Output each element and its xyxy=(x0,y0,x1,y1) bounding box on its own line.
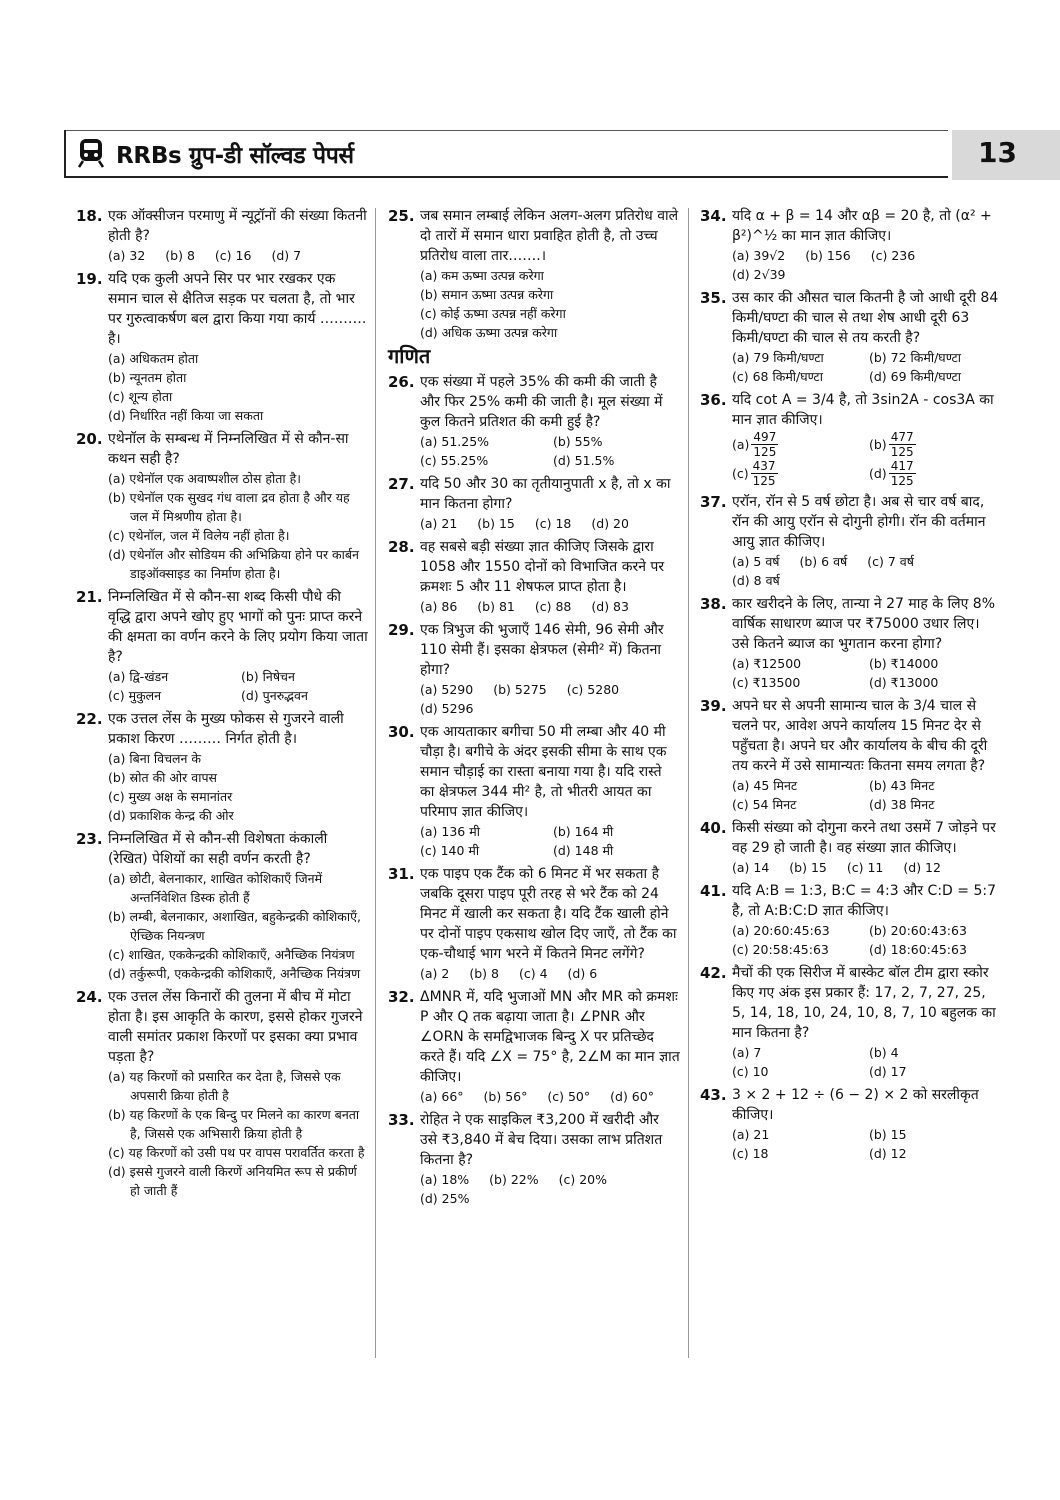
answer-option: (b) 72 किमी/घण्टा xyxy=(869,350,962,365)
question-number: 35. xyxy=(700,289,727,307)
answer-option: (c) 68 किमी/घण्टा xyxy=(732,369,823,384)
answer-option: (c) 88 xyxy=(534,599,572,614)
answer-option: (c) 16 xyxy=(214,248,252,263)
answer-option: (c) शाखित, एककेन्द्रकी कोशिकाएँ, अनैच्छिक नियंत्रण xyxy=(108,947,355,962)
question-text: एक संख्या में पहले 35% की कमी की जाती है और फिर 25% कमी की जाती है। मूल संख्या में कुल कितने प्रतिशत की कमी हुई है? xyxy=(420,374,663,430)
page-header xyxy=(64,130,1060,180)
answer-option: (d) 83 xyxy=(591,599,629,614)
options-list xyxy=(420,1087,680,1106)
question-number: 26. xyxy=(388,373,415,391)
fraction-denominator: 125 xyxy=(890,445,914,459)
answer-option: (c) 5280 xyxy=(566,682,620,697)
question-number: 33. xyxy=(388,1111,415,1129)
answer-option: (a) 136 मी xyxy=(420,824,480,839)
answer-option: (c) मुकुलन xyxy=(108,688,162,703)
answer-option: (d) 12 xyxy=(903,860,941,875)
fraction-denominator: 125 xyxy=(753,445,777,459)
options-list xyxy=(732,921,1000,959)
options-list xyxy=(108,1067,368,1200)
answer-option: (b) 164 मी xyxy=(553,824,614,839)
answer-option: (b) 8 xyxy=(165,248,195,263)
answer-option: (a) 86 xyxy=(420,599,458,614)
question-text: रोहित ने एक साइकिल ₹3,200 में खरीदी और उसे ₹3,840 में बेच दिया। उसका लाभ प्रतिशत कितना है? xyxy=(420,1112,663,1168)
question-number: 25. xyxy=(388,207,415,225)
options-list xyxy=(420,266,680,342)
answer-option: (a) ₹12500 xyxy=(732,656,802,671)
answer-option: (d) 5296 xyxy=(420,701,474,716)
question-text: वह सबसे बड़ी संख्या ज्ञात कीजिए जिसके द्वारा 1058 और 1550 दोनों को विभाजित करने पर क्रमशः 5 और 11 शेषफल प्राप्त होता है। xyxy=(420,539,665,595)
answer-option: (b) 81 xyxy=(477,599,515,614)
question-number: 21. xyxy=(76,588,103,606)
answer-option xyxy=(869,459,1000,488)
question-text: यदि एक कुली अपने सिर पर भार रखकर एक समान चाल से क्षैतिज सड़क पर चलता है, तो भार पर गुरुत्वाकर्षण बल द्वारा किया गया कार्य ………. है। xyxy=(108,271,367,347)
options-list xyxy=(732,430,1000,488)
fraction-numerator: 417 xyxy=(890,459,914,473)
question-number: 19. xyxy=(76,270,103,288)
question-number: 38. xyxy=(700,595,727,613)
answer-option: (d) इससे गुजरने वाली किरणें अनियमित रूप से प्रकीर्ण हो जाती हैं xyxy=(108,1164,357,1198)
answer-option: (b) 156 xyxy=(805,248,851,263)
question-number: 36. xyxy=(700,391,727,409)
answer-option: (c) एथेनॉल, जल में विलेय नहीं होता है। xyxy=(108,528,290,543)
question-item xyxy=(700,963,1000,1081)
answer-option: (d) 2√39 xyxy=(732,267,786,282)
answer-option: (a) 5290 xyxy=(420,682,474,697)
fraction xyxy=(751,430,778,459)
question-number: 23. xyxy=(76,830,103,848)
question-number: 22. xyxy=(76,710,103,728)
answer-option: (b) 22% xyxy=(489,1172,539,1187)
answer-option xyxy=(732,430,863,459)
answer-option: (b) 15 xyxy=(789,860,827,875)
question-number: 42. xyxy=(700,964,727,982)
column-2 xyxy=(388,206,680,1212)
options-list xyxy=(732,552,1000,590)
question-item xyxy=(700,881,1000,959)
answer-option: (a) छोटी, बेलनाकार, शाखित कोशिकाएँ जिनमें अन्तर्निवेशित डिस्क होती हैं xyxy=(108,871,323,905)
options-list xyxy=(420,432,680,470)
answer-option: (b) 55% xyxy=(553,434,603,449)
options-list xyxy=(420,822,680,860)
question-number: 40. xyxy=(700,819,727,837)
answer-option: (c) मुख्य अक्ष के समानांतर xyxy=(108,789,233,804)
fraction xyxy=(889,430,916,459)
answer-option: (c) 20:58:45:63 xyxy=(732,942,829,957)
options-list xyxy=(108,749,368,825)
options-list xyxy=(108,349,368,425)
question-text: यदि A:B = 1:3, B:C = 4:3 और C:D = 5:7 है, तो A:B:C:D ज्ञात कीजिए। xyxy=(732,883,996,919)
answer-option: (d) पुनरुद्भवन xyxy=(241,688,308,703)
options-list xyxy=(732,1125,1000,1163)
answer-option: (c) 140 मी xyxy=(420,843,480,858)
fraction-denominator: 125 xyxy=(890,474,914,488)
answer-option: (a) 5 वर्ष xyxy=(732,554,780,569)
answer-option: (b) 6 वर्ष xyxy=(799,554,848,569)
answer-option xyxy=(869,430,1000,459)
answer-option: (d) 6 xyxy=(567,966,598,981)
answer-option: (d) 51.5% xyxy=(553,453,615,468)
options-list xyxy=(732,654,1000,692)
question-item xyxy=(700,492,1000,590)
question-number: 37. xyxy=(700,493,727,511)
answer-option: (b) न्यूनतम होता xyxy=(108,370,187,385)
question-number: 27. xyxy=(388,475,415,493)
answer-option: (b) 5275 xyxy=(493,682,547,697)
question-text: एक आयताकार बगीचा 50 मी लम्बा और 40 मी चौड़ा है। बगीचे के अंदर इसकी सीमा के साथ एक समान चौड़ाई का रास्ता बनाया गया है। यदि रास्ते का क्षेत्रफल 344 मी² है, तो भीतरी आयत का परिमाप ज्ञात कीजिए। xyxy=(420,724,667,820)
options-list xyxy=(420,680,680,718)
answer-option: (d) 8 वर्ष xyxy=(732,573,780,588)
answer-option: (b) लम्बी, बेलनाकार, अशाखित, बहुकेन्द्रकी कोशिकाएँ, ऐच्छिक नियन्त्रण xyxy=(108,909,362,943)
question-number: 24. xyxy=(76,988,103,1006)
answer-option: (d) निर्धारित नहीं किया जा सकता xyxy=(108,408,264,423)
question-text: यदि cot A = 3/4 है, तो 3sin2A - cos3A का मान ज्ञात कीजिए। xyxy=(732,392,994,428)
answer-option: (c) 18 xyxy=(534,516,572,531)
column-divider-2 xyxy=(688,208,689,1358)
answer-option: (a) 66° xyxy=(420,1089,464,1104)
question-item xyxy=(700,390,1000,488)
option-label: (b) xyxy=(869,437,887,452)
answer-option: (c) 236 xyxy=(870,248,916,263)
answer-option: (a) 79 किमी/घण्टा xyxy=(732,350,824,365)
question-item xyxy=(76,206,368,265)
answer-option xyxy=(732,459,863,488)
question-number: 43. xyxy=(700,1086,727,1104)
answer-option: (b) एथेनॉल एक सुखद गंध वाला द्रव होता है और यह जल में मिश्रणीय होता है। xyxy=(108,490,350,524)
answer-option: (c) 4 xyxy=(518,966,548,981)
question-text: एक ऑक्सीजन परमाणु में न्यूट्रॉनों की संख्या कितनी होती है? xyxy=(108,208,367,244)
answer-option: (a) 14 xyxy=(732,860,770,875)
question-number: 28. xyxy=(388,538,415,556)
answer-option: (a) 18% xyxy=(420,1172,470,1187)
options-list xyxy=(420,964,680,983)
answer-option: (a) 21 xyxy=(420,516,458,531)
question-item xyxy=(700,594,1000,692)
answer-option: (c) शून्य होता xyxy=(108,389,173,404)
answer-option: (c) 50° xyxy=(547,1089,591,1104)
question-text: 3 × 2 + 12 ÷ (6 − 2) × 2 को सरलीकृत कीजिए। xyxy=(732,1087,979,1123)
question-text: अपने घर से अपनी सामान्य चाल के 3/4 चाल से चलने पर, आवेश अपने कार्यालय 15 मिनट देर से पहुँचता है। अपने घर और कार्यालय के बीच की दूरी तय करने में उसे सामान्यतः कितना समय लगता है? xyxy=(732,698,988,774)
option-label: (a) xyxy=(732,437,750,452)
question-item xyxy=(76,429,368,583)
answer-option: (a) एथेनॉल एक अवाष्पशील ठोस होता है। xyxy=(108,471,301,486)
page-number: 13 xyxy=(978,136,1017,169)
answer-option: (a) 51.25% xyxy=(420,434,490,449)
question-number: 29. xyxy=(388,621,415,639)
header-top-rule xyxy=(64,130,948,131)
options-list xyxy=(732,348,1000,386)
question-text: एरॉन, रॉन से 5 वर्ष छोटा है। अब से चार वर्ष बाद, रॉन की आयु एरॉन से दोगुनी होगी। रॉन की वर्तमान आयु ज्ञात कीजिए। xyxy=(732,494,986,550)
question-text: यदि α + β = 14 और αβ = 20 है, तो (α² + β²)^½ का मान ज्ञात कीजिए। xyxy=(732,208,992,244)
question-item xyxy=(388,537,680,616)
question-text: ΔMNR में, यदि भुजाओं MN और MR को क्रमशः P और Q तक बढ़ाया जाता है। ∠PNR और ∠ORN के समद्विभाजक बिन्दु X पर प्रतिच्छेद करते हैं। यदि ∠X = 75° है, 2∠M का मान ज्ञात कीजिए। xyxy=(420,989,680,1085)
answer-option: (b) 4 xyxy=(869,1045,899,1060)
answer-option: (a) अधिकतम होता xyxy=(108,351,199,366)
question-text: जब समान लम्बाई लेकिन अलग-अलग प्रतिरोध वाले दो तारों में समान धारा प्रवाहित होती है, तो उच्च प्रतिरोध वाला तार…….। xyxy=(420,208,679,264)
question-item xyxy=(388,864,680,983)
fraction-numerator: 497 xyxy=(753,430,777,444)
option-label: (c) xyxy=(732,466,749,481)
book-title: RRBs ग्रुप-डी सॉल्वड पेपर्स xyxy=(116,143,354,169)
answer-option: (b) 56° xyxy=(483,1089,528,1104)
answer-option: (d) 17 xyxy=(869,1064,907,1079)
question-number: 32. xyxy=(388,988,415,1006)
question-item xyxy=(76,269,368,425)
options-list xyxy=(420,1170,680,1208)
header-bottom-rule xyxy=(64,176,948,178)
answer-option: (d) 148 मी xyxy=(553,843,614,858)
options-list xyxy=(108,869,368,983)
question-number: 18. xyxy=(76,207,103,225)
question-number: 39. xyxy=(700,697,727,715)
answer-option: (b) 43 मिनट xyxy=(869,778,935,793)
answer-option: (a) कम ऊष्मा उत्पन्न करेगा xyxy=(420,268,544,283)
answer-option: (d) अधिक ऊष्मा उत्पन्न करेगा xyxy=(420,325,558,340)
answer-option: (a) द्वि-खंडन xyxy=(108,669,169,684)
answer-option: (c) 54 मिनट xyxy=(732,797,797,812)
question-item xyxy=(388,620,680,718)
question-text: मैचों की एक सिरीज में बास्केट बॉल टीम द्वारा स्कोर किए गए अंक इस प्रकार हैं: 17, 2, 7, 27, 25, 5, 14, 18, 10, 24, 10, 8, 7, 10 बहुलक का मान कितना है? xyxy=(732,965,996,1041)
question-text: निम्नलिखित में से कौन-सा शब्द किसी पौधे की वृद्धि द्वारा अपने खोए हुए भागों को पुनः प्राप्त करने की क्षमता का वर्णन करने के लिए प्रयोग किया जाता है? xyxy=(108,589,368,665)
answer-option: (b) स्रोत की ओर वापस xyxy=(108,770,217,785)
answer-option: (b) 20:60:43:63 xyxy=(869,923,967,938)
answer-option: (c) 11 xyxy=(846,860,884,875)
answer-option: (a) 20:60:45:63 xyxy=(732,923,830,938)
answer-option: (c) कोई ऊष्मा उत्पन्न नहीं करेगा xyxy=(420,306,566,321)
answer-option: (d) 38 मिनट xyxy=(869,797,935,812)
fraction xyxy=(889,459,916,488)
answer-option: (a) 39√2 xyxy=(732,248,786,263)
question-item xyxy=(388,206,680,342)
answer-option: (d) 20 xyxy=(591,516,629,531)
fraction-numerator: 437 xyxy=(752,459,776,473)
answer-option: (b) निषेचन xyxy=(241,669,295,684)
question-item xyxy=(388,987,680,1106)
answer-option: (d) 69 किमी/घण्टा xyxy=(869,369,962,384)
answer-option: (d) 7 xyxy=(271,248,302,263)
question-number: 31. xyxy=(388,865,415,883)
question-item xyxy=(700,206,1000,284)
answer-option: (d) 12 xyxy=(869,1146,907,1161)
question-item xyxy=(76,587,368,705)
answer-option: (a) 32 xyxy=(108,248,146,263)
answer-option: (c) 7 वर्ष xyxy=(867,554,914,569)
question-item xyxy=(388,722,680,860)
answer-option: (d) ₹13000 xyxy=(869,675,939,690)
question-item xyxy=(76,987,368,1200)
answer-option: (d) एथेनॉल और सोडियम की अभिक्रिया होने पर कार्बन डाइऑक्साइड का निर्माण होता है। xyxy=(108,547,359,581)
option-label: (d) xyxy=(869,466,887,481)
options-list xyxy=(732,776,1000,814)
section-heading: गणित xyxy=(388,344,431,368)
question-number: 20. xyxy=(76,430,103,448)
question-text: एथेनॉल के सम्बन्ध में निम्नलिखित में से कौन-सा कथन सही है? xyxy=(108,431,349,467)
options-list xyxy=(108,469,368,583)
question-item xyxy=(388,1110,680,1208)
answer-option: (b) 15 xyxy=(869,1127,907,1142)
options-list xyxy=(732,858,1000,877)
question-text: किसी संख्या को दोगुना करने तथा उसमें 7 जोड़ने पर वह 29 हो जाती है। वह संख्या ज्ञात कीजिए। xyxy=(732,820,996,856)
answer-option: (c) ₹13500 xyxy=(732,675,801,690)
column-divider-1 xyxy=(375,208,376,1358)
answer-option: (b) यह किरणों के एक बिन्दु पर मिलने का कारण बनता है, जिससे एक अभिसारी क्रिया होती है xyxy=(108,1107,360,1141)
question-text: एक उत्तल लेंस किनारों की तुलना में बीच में मोटा होता है। इस आकृति के कारण, इससे होकर गुजरने वाली समांतर प्रकाश किरणों पर इसका क्या प्रभाव पड़ता है? xyxy=(108,989,363,1065)
answer-option: (a) 21 xyxy=(732,1127,770,1142)
answer-option: (c) 55.25% xyxy=(420,453,489,468)
question-number: 34. xyxy=(700,207,727,225)
column-3 xyxy=(700,206,1000,1167)
answer-option: (d) 18:60:45:63 xyxy=(869,942,967,957)
question-item xyxy=(76,829,368,983)
fraction xyxy=(751,459,778,488)
question-item xyxy=(388,372,680,470)
answer-option: (b) ₹14000 xyxy=(869,656,939,671)
question-item xyxy=(700,696,1000,814)
answer-option: (c) 10 xyxy=(732,1064,769,1079)
page-number-box xyxy=(952,130,1060,180)
options-list xyxy=(420,597,680,616)
answer-option: (c) 20% xyxy=(558,1172,608,1187)
answer-option: (a) 45 मिनट xyxy=(732,778,798,793)
answer-option: (a) बिना विचलन के xyxy=(108,751,202,766)
options-list xyxy=(732,246,1000,284)
answer-option: (b) 15 xyxy=(477,516,515,531)
question-text: निम्नलिखित में से कौन-सी विशेषता कंकाली (रेखित) पेशियों का सही वर्णन करती है? xyxy=(108,831,328,867)
train-icon xyxy=(78,138,104,168)
answer-option: (c) 18 xyxy=(732,1146,769,1161)
question-item xyxy=(76,709,368,825)
answer-option: (a) 7 xyxy=(732,1045,762,1060)
answer-option: (d) 60° xyxy=(610,1089,654,1104)
options-list xyxy=(108,667,368,705)
question-item xyxy=(700,818,1000,877)
question-item xyxy=(700,288,1000,386)
answer-option: (b) समान ऊष्मा उत्पन्न करेगा xyxy=(420,287,554,302)
answer-option: (c) यह किरणों को उसी पथ पर वापस परावर्तित करता है xyxy=(108,1145,365,1160)
answer-option: (d) 25% xyxy=(420,1191,470,1206)
answer-option: (d) प्रकाशिक केन्द्र की ओर xyxy=(108,808,234,823)
fraction-denominator: 125 xyxy=(752,474,776,488)
question-text: एक त्रिभुज की भुजाएँ 146 सेमी, 96 सेमी और 110 सेमी हैं। इसका क्षेत्रफल (सेमी² में) कितना होगा? xyxy=(420,622,664,678)
fraction-numerator: 477 xyxy=(890,430,914,444)
header-left-rule xyxy=(64,130,66,178)
options-list xyxy=(732,1043,1000,1081)
question-text: एक उत्तल लेंस के मुख्य फोकस से गुजरने वाली प्रकाश किरण ……… निर्गत होती है। xyxy=(108,711,344,747)
question-text: एक पाइप एक टैंक को 6 मिनट में भर सकता है जबकि दूसरा पाइप पूरी तरह से भरे टैंक को 24 मिनट में खाली कर सकता है। यदि टैंक खाली होने पर दोनों पाइप एकसाथ खोल दिए जाएँ, तो टैंक का एक-चौथाई भाग भरने में कितने मिनट लगेंगे? xyxy=(420,866,677,962)
question-text: कार खरीदने के लिए, तान्या ने 27 माह के लिए 8% वार्षिक साधारण ब्याज पर ₹75000 उधार लिए। उसे कितने ब्याज का भुगतान करना होगा? xyxy=(732,596,995,652)
options-list xyxy=(420,514,680,533)
question-item xyxy=(388,474,680,533)
answer-option: (a) यह किरणों को प्रसारित कर देता है, जिससे एक अपसारी क्रिया होती है xyxy=(108,1069,341,1103)
question-item xyxy=(700,1085,1000,1163)
options-list xyxy=(108,246,368,265)
question-number: 30. xyxy=(388,723,415,741)
question-number: 41. xyxy=(700,882,727,900)
question-text: यदि 50 और 30 का तृतीयानुपाती x है, तो x का मान कितना होगा? xyxy=(420,476,671,512)
answer-option: (b) 8 xyxy=(469,966,499,981)
answer-option: (a) 2 xyxy=(420,966,450,981)
column-1 xyxy=(76,206,368,1204)
answer-option: (d) तर्कुरूपी, एककेन्द्रकी कोशिकाएँ, अनैच्छिक नियंत्रण xyxy=(108,966,361,981)
question-text: उस कार की औसत चाल कितनी है जो आधी दूरी 84 किमी/घण्टा की चाल से तथा शेष आधी दूरी 63 किमी/घण्टा की चाल से तय करती है? xyxy=(732,290,999,346)
